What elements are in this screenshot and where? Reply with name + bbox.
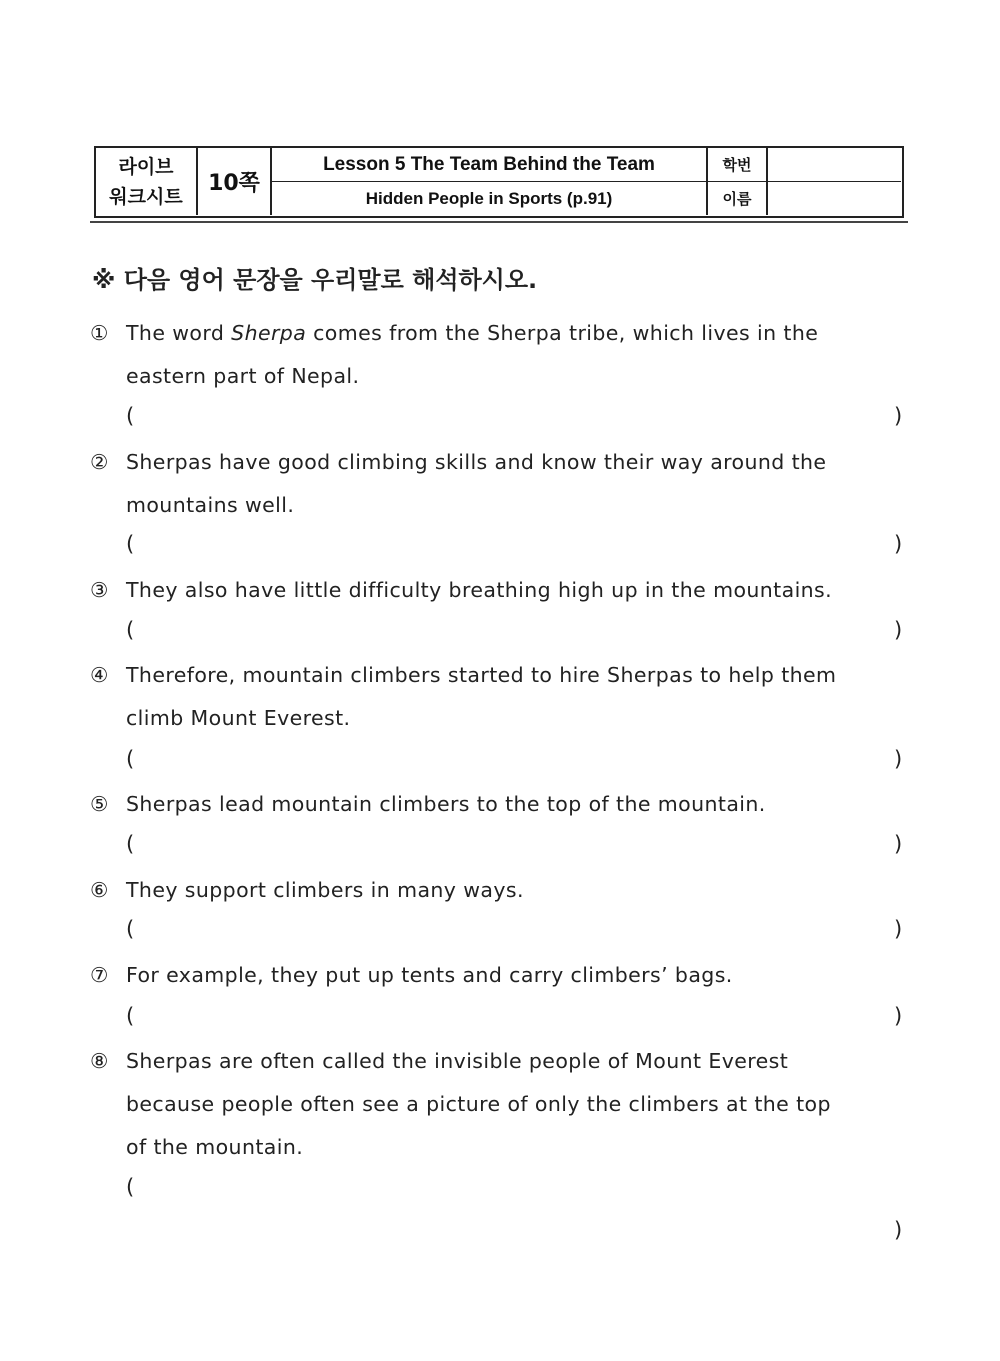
- answer-open-paren: (: [126, 532, 135, 556]
- student-name-label: 이름: [708, 182, 768, 215]
- answer-open-paren: (: [126, 404, 135, 428]
- student-name-field[interactable]: [768, 182, 901, 215]
- question-number: ④: [90, 663, 109, 687]
- live-label-line2: 워크시트: [109, 185, 183, 208]
- question-number: ⑦: [90, 963, 109, 987]
- question-number: ⑧: [90, 1049, 109, 1073]
- question-number: ⑥: [90, 878, 109, 902]
- question-text: For example, they put up tents and carry climbers’ bags.: [126, 963, 733, 987]
- question-text-line2: eastern part of Nepal.: [126, 364, 360, 388]
- answer-close-paren: ): [894, 618, 903, 642]
- question-text-line2: climb Mount Everest.: [126, 706, 351, 730]
- student-id-label: 학번: [708, 148, 768, 182]
- question-text: Therefore, mountain climbers started to hire Sherpas to help them: [126, 663, 837, 687]
- question-2: [90, 441, 890, 527]
- page-number: 10쪽: [198, 148, 272, 215]
- question-text: Sherpas are often called the invisible people of Mount Everest: [126, 1049, 789, 1073]
- answer-open-paren: (: [126, 618, 135, 642]
- question-text-line3: of the mountain.: [126, 1135, 304, 1159]
- question-text: Sherpas lead mountain climbers to the top of the mountain.: [126, 792, 766, 816]
- question-number: ②: [90, 450, 109, 474]
- question-number: ①: [90, 321, 109, 345]
- answer-close-paren: ): [894, 1004, 903, 1028]
- answer-close-paren: ): [894, 832, 903, 856]
- question-text-line2: because people often see a picture of only the climbers at the top: [126, 1092, 831, 1116]
- question-text-line2: mountains well.: [126, 493, 295, 517]
- live-worksheet-label: [96, 148, 198, 215]
- question-italic-word: Sherpa: [231, 321, 307, 345]
- answer-close-paren: ): [894, 404, 903, 428]
- answer-open-paren: (: [126, 917, 135, 941]
- answer-open-paren: (: [126, 1004, 135, 1028]
- answer-open-paren: (: [126, 832, 135, 856]
- answer-close-paren: ): [894, 1218, 903, 1242]
- lesson-title: Lesson 5 The Team Behind the Team: [272, 148, 708, 182]
- question-8: [90, 1040, 890, 1169]
- student-id-field[interactable]: [768, 148, 901, 182]
- answer-close-paren: ): [894, 747, 903, 771]
- answer-close-paren: ): [894, 532, 903, 556]
- question-text: comes from the Sherpa tribe, which lives in the: [306, 321, 819, 345]
- worksheet-header-table: [94, 146, 904, 218]
- lesson-subtitle: Hidden People in Sports (p.91): [272, 182, 708, 215]
- header-divider: [90, 221, 908, 223]
- question-text: They support climbers in many ways.: [126, 878, 524, 902]
- question-3: [90, 569, 890, 612]
- question-number: ③: [90, 578, 109, 602]
- question-text: The word: [126, 321, 232, 345]
- question-4: [90, 654, 890, 740]
- question-1: [90, 312, 890, 398]
- question-5: [90, 783, 890, 826]
- live-label-line1: 라이브: [118, 155, 174, 178]
- question-7: [90, 954, 890, 997]
- answer-close-paren: ): [894, 917, 903, 941]
- answer-open-paren: (: [126, 1175, 135, 1199]
- question-6: [90, 869, 890, 912]
- question-number: ⑤: [90, 792, 109, 816]
- instruction-text: ※ 다음 영어 문장을 우리말로 해석하시오.: [92, 266, 538, 294]
- question-text: They also have little difficulty breathing high up in the mountains.: [126, 578, 833, 602]
- question-text: Sherpas have good climbing skills and know their way around the: [126, 450, 827, 474]
- answer-open-paren: (: [126, 747, 135, 771]
